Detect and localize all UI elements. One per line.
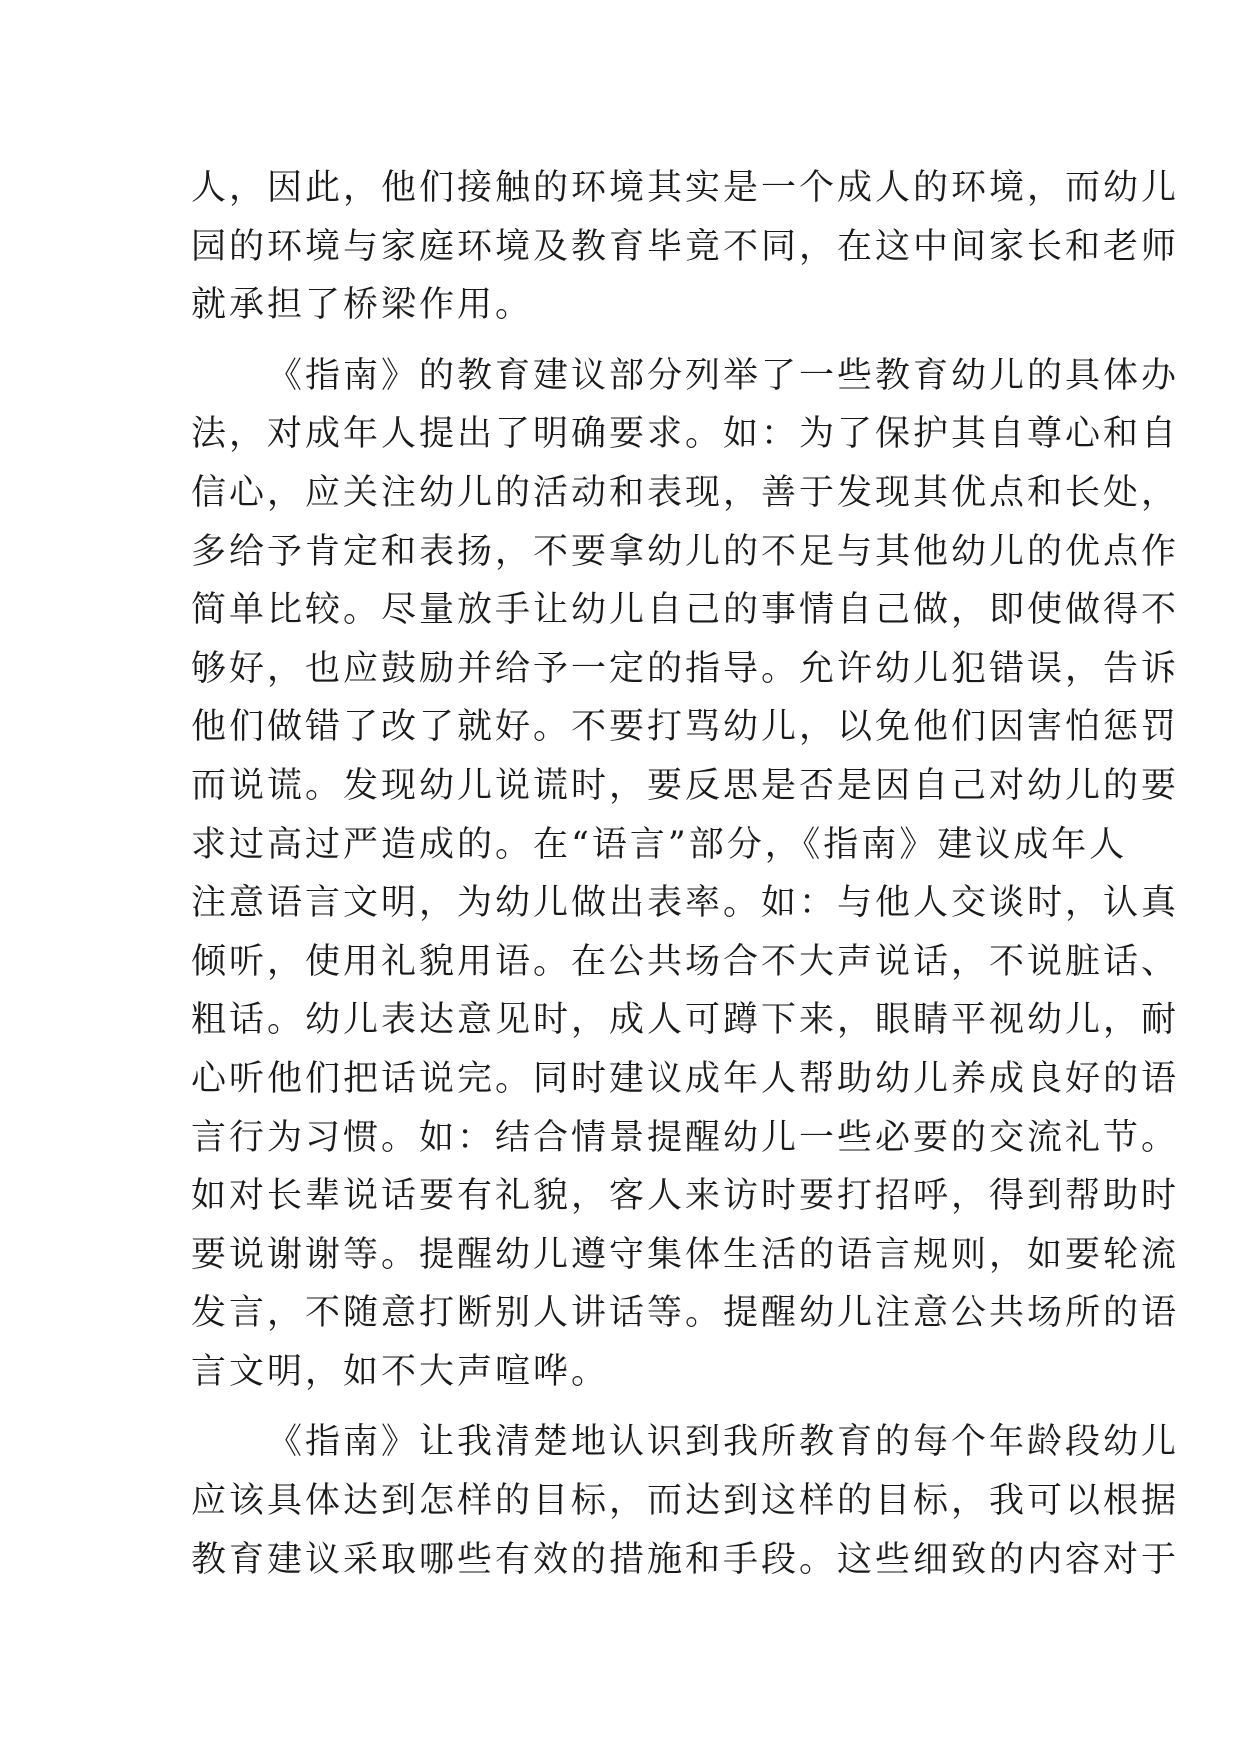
text-line: 注意语言文明，为幼儿做出表率。如：与他人交谈时，认真 bbox=[191, 883, 1180, 924]
text-line: 求过高过严造成的。在“语言”部分，《指南》建议成年人 bbox=[191, 824, 1128, 865]
text-line: 信心，应关注幼儿的活动和表现，善于发现其优点和长处， bbox=[191, 472, 1180, 513]
text-line: 要说谢谢等。提醒幼儿遵守集体生活的语言规则，如要轮流 bbox=[191, 1234, 1180, 1275]
text-line: 简单比较。尽量放手让幼儿自己的事情自己做，即使做得不 bbox=[191, 590, 1180, 631]
text-line-indented: 《指南》的教育建议部分列举了一些教育幼儿的具体办 bbox=[267, 355, 1180, 396]
text-line: 如对长辈说话要有礼貌，客人来访时要打招呼，得到帮助时 bbox=[191, 1176, 1180, 1217]
text-line: 言行为习惯。如：结合情景提醒幼儿一些必要的交流礼节。 bbox=[191, 1117, 1180, 1158]
paragraph-1 bbox=[191, 159, 1180, 335]
text-line: 多给予肯定和表扬，不要拿幼儿的不足与其他幼儿的优点作 bbox=[191, 531, 1180, 572]
text-line: 教育建议采取哪些有效的措施和手段。这些细致的内容对于 bbox=[191, 1539, 1180, 1580]
text-line: 法，对成年人提出了明确要求。如：为了保护其自尊心和自 bbox=[191, 414, 1180, 455]
paragraph-2 bbox=[191, 347, 1180, 1402]
text-line: 人，因此，他们接触的环境其实是一个成人的环境，而幼儿 bbox=[191, 168, 1180, 208]
text-line: 而说谎。发现幼儿说谎时，要反思是否是因自己对幼儿的要 bbox=[191, 765, 1180, 806]
text-line: 就承担了桥梁作用。 bbox=[191, 285, 534, 326]
text-line: 发言，不随意打断别人讲话等。提醒幼儿注意公共场所的语 bbox=[191, 1293, 1180, 1334]
text-line: 心听他们把话说完。同时建议成年人帮助幼儿养成良好的语 bbox=[191, 1058, 1180, 1099]
text-line: 粗话。幼儿表达意见时，成人可蹲下来，眼睛平视幼儿，耐 bbox=[191, 1000, 1180, 1041]
text-line: 言文明，如不大声喧哗。 bbox=[191, 1351, 610, 1392]
body-text bbox=[191, 159, 1180, 1589]
text-line: 园的环境与家庭环境及教育毕竟不同，在这中间家长和老师 bbox=[191, 226, 1180, 267]
paragraph-3 bbox=[191, 1413, 1180, 1589]
text-line-indented: 《指南》让我清楚地认识到我所教育的每个年龄段幼儿 bbox=[267, 1422, 1180, 1463]
text-line: 他们做错了改了就好。不要打骂幼儿，以免他们因害怕惩罚 bbox=[191, 707, 1180, 748]
text-line: 倾听，使用礼貌用语。在公共场合不大声说话，不说脏话、 bbox=[191, 941, 1180, 982]
text-line: 够好，也应鼓励并给予一定的指导。允许幼儿犯错误，告诉 bbox=[191, 648, 1180, 689]
text-line: 应该具体达到怎样的目标，而达到这样的目标，我可以根据 bbox=[191, 1481, 1180, 1522]
